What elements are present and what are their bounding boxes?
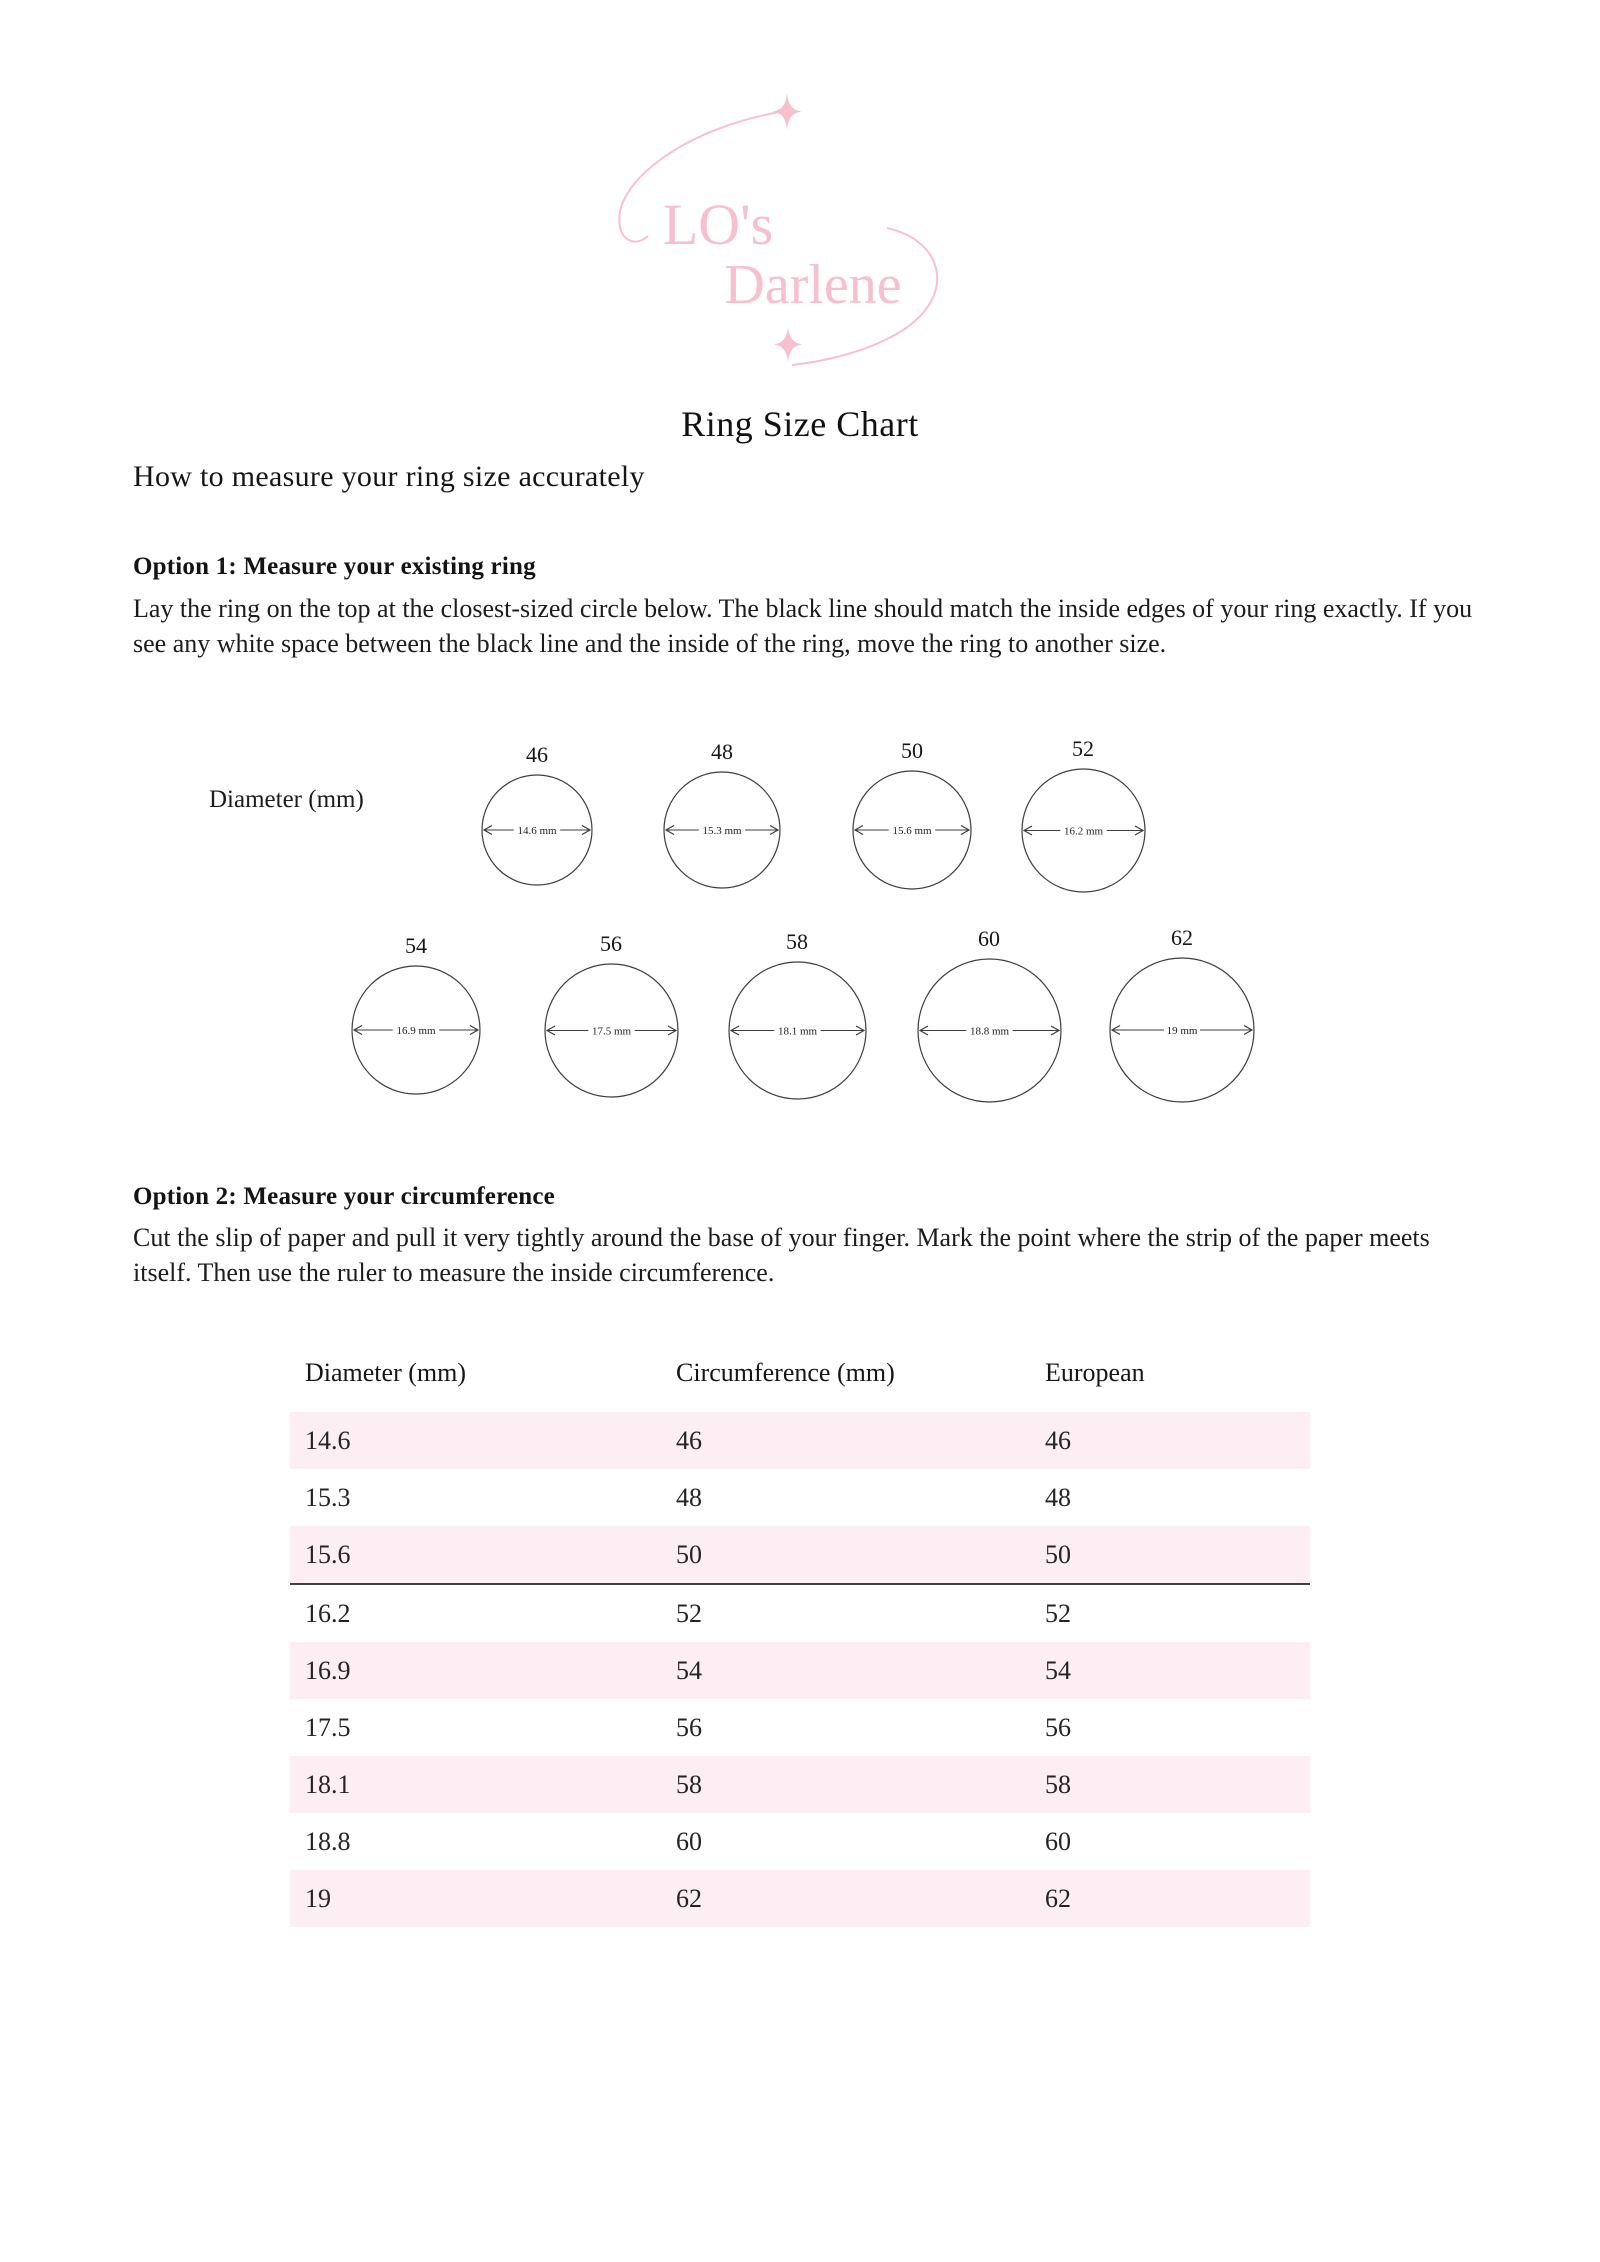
ring-size-label: 54 (405, 933, 427, 958)
ring-size-label: 62 (1171, 925, 1193, 950)
european-cell: 48 (1045, 1482, 1071, 1512)
diameter-cell: 15.3 (305, 1482, 351, 1512)
ring-diameter-diagram (544, 963, 679, 1098)
circumference-cell: 62 (661, 1870, 1030, 1927)
table-row (290, 1813, 1310, 1870)
column-header-circumference: Circumference (mm) (676, 1358, 895, 1387)
ring-circle-size-48 (663, 739, 781, 889)
table-row (290, 1469, 1310, 1526)
table-row (290, 1699, 1310, 1756)
diameter-axis-label: Diameter (mm) (209, 786, 364, 813)
table-row (290, 1870, 1310, 1927)
ring-diameter-label: 15.6 mm (892, 825, 932, 837)
ring-diameter-diagram (663, 771, 781, 889)
diameter-cell: 16.9 (290, 1642, 661, 1699)
ring-size-label: 50 (901, 738, 923, 763)
ring-circle-size-50 (852, 738, 972, 890)
ring-circle-size-58 (728, 928, 867, 1100)
diameter-cell: 15.6 (290, 1526, 661, 1584)
ring-size-label: 56 (600, 930, 622, 956)
ring-circle-size-62 (1109, 925, 1255, 1103)
circumference-cell: 48 (676, 1482, 702, 1512)
ring-size-label: 52 (1072, 735, 1094, 761)
ring-diameter-diagram (917, 958, 1062, 1103)
ring-size-label: 46 (526, 742, 548, 767)
ring-diameter-label: 15.3 mm (702, 825, 742, 837)
ring-circle-size-54 (351, 933, 481, 1095)
ring-diameter-label: 16.2 mm (1063, 825, 1103, 837)
ring-diameter-diagram (351, 965, 481, 1095)
table-row (290, 1584, 1310, 1642)
option1-heading: Option 1: Measure your existing ring (133, 553, 536, 580)
ring-size-label: 48 (711, 739, 733, 764)
ring-circle-size-52 (1021, 735, 1146, 893)
sparkle-icon (772, 93, 802, 130)
ring-diameter-diagram (1109, 957, 1255, 1103)
ring-size-table (290, 1358, 1310, 1927)
diameter-cell: 18.1 (290, 1756, 661, 1813)
option2-heading: Option 2: Measure your circumference (133, 1183, 555, 1210)
circumference-cell: 52 (676, 1598, 702, 1628)
column-header-european: European (1045, 1358, 1145, 1387)
diameter-cell: 16.2 (305, 1598, 351, 1628)
ring-size-label: 60 (978, 925, 1000, 951)
ring-size-label: 58 (786, 928, 808, 954)
ring-diameter-label: 17.5 mm (591, 1025, 631, 1037)
ring-circle-size-56 (544, 930, 679, 1098)
european-cell: 50 (1030, 1526, 1310, 1584)
ring-diameter-label: 18.8 mm (969, 1025, 1009, 1037)
table-row (290, 1756, 1310, 1813)
ring-diameter-diagram (1021, 768, 1146, 893)
logo-text-line2: Darlene (724, 254, 902, 316)
table-row (290, 1412, 1310, 1469)
column-header-diameter: Diameter (mm) (305, 1358, 466, 1387)
table-header-row (290, 1358, 1310, 1412)
ring-diameter-diagram (481, 774, 593, 886)
circumference-cell: 54 (661, 1642, 1030, 1699)
circumference-cell: 58 (661, 1756, 1030, 1813)
european-cell: 60 (1045, 1826, 1071, 1856)
ring-diameter-label: 19 mm (1166, 1025, 1198, 1037)
page-title: Ring Size Chart (681, 404, 919, 444)
sparkle-icon (774, 327, 803, 362)
circumference-cell: 46 (661, 1412, 1030, 1469)
circumference-cell: 56 (676, 1712, 702, 1742)
european-cell: 52 (1045, 1598, 1071, 1628)
european-cell: 56 (1045, 1712, 1071, 1742)
table-row (290, 1526, 1310, 1584)
ring-diameter-diagram (728, 961, 867, 1100)
page-subtitle: How to measure your ring size accurately (133, 460, 645, 493)
european-cell: 62 (1030, 1870, 1310, 1927)
european-cell: 46 (1030, 1412, 1310, 1469)
circumference-cell: 50 (661, 1526, 1030, 1584)
ring-diameter-label: 18.1 mm (777, 1025, 817, 1037)
diameter-cell: 14.6 (290, 1412, 661, 1469)
ring-diameter-label: 16.9 mm (396, 1025, 436, 1037)
european-cell: 58 (1030, 1756, 1310, 1813)
circumference-cell: 60 (676, 1826, 702, 1856)
logo-text-line1: LO's (662, 192, 774, 257)
ring-circle-size-60 (917, 925, 1062, 1103)
diameter-cell: 17.5 (305, 1712, 351, 1742)
diameter-cell: 18.8 (305, 1826, 351, 1856)
european-cell: 54 (1030, 1642, 1310, 1699)
ring-diameter-label: 14.6 mm (517, 825, 557, 837)
option1-body: Lay the ring on the top at the closest-sized circle below. The black line should match the inside edges of your ring exactly. If you see any white space between the black line and the inside of the ring, move the ring to another size. (133, 594, 1473, 658)
diameter-cell: 19 (290, 1870, 661, 1927)
brand-logo (555, 66, 1120, 406)
ring-diameter-diagram (852, 770, 972, 890)
table-row (290, 1642, 1310, 1699)
option2-body: Cut the slip of paper and pull it very tightly around the base of your finger. Mark the point where the strip of the paper meets itself. Then use the ruler to measure the inside circumference. (133, 1223, 1430, 1287)
ring-circle-size-46 (481, 742, 593, 886)
